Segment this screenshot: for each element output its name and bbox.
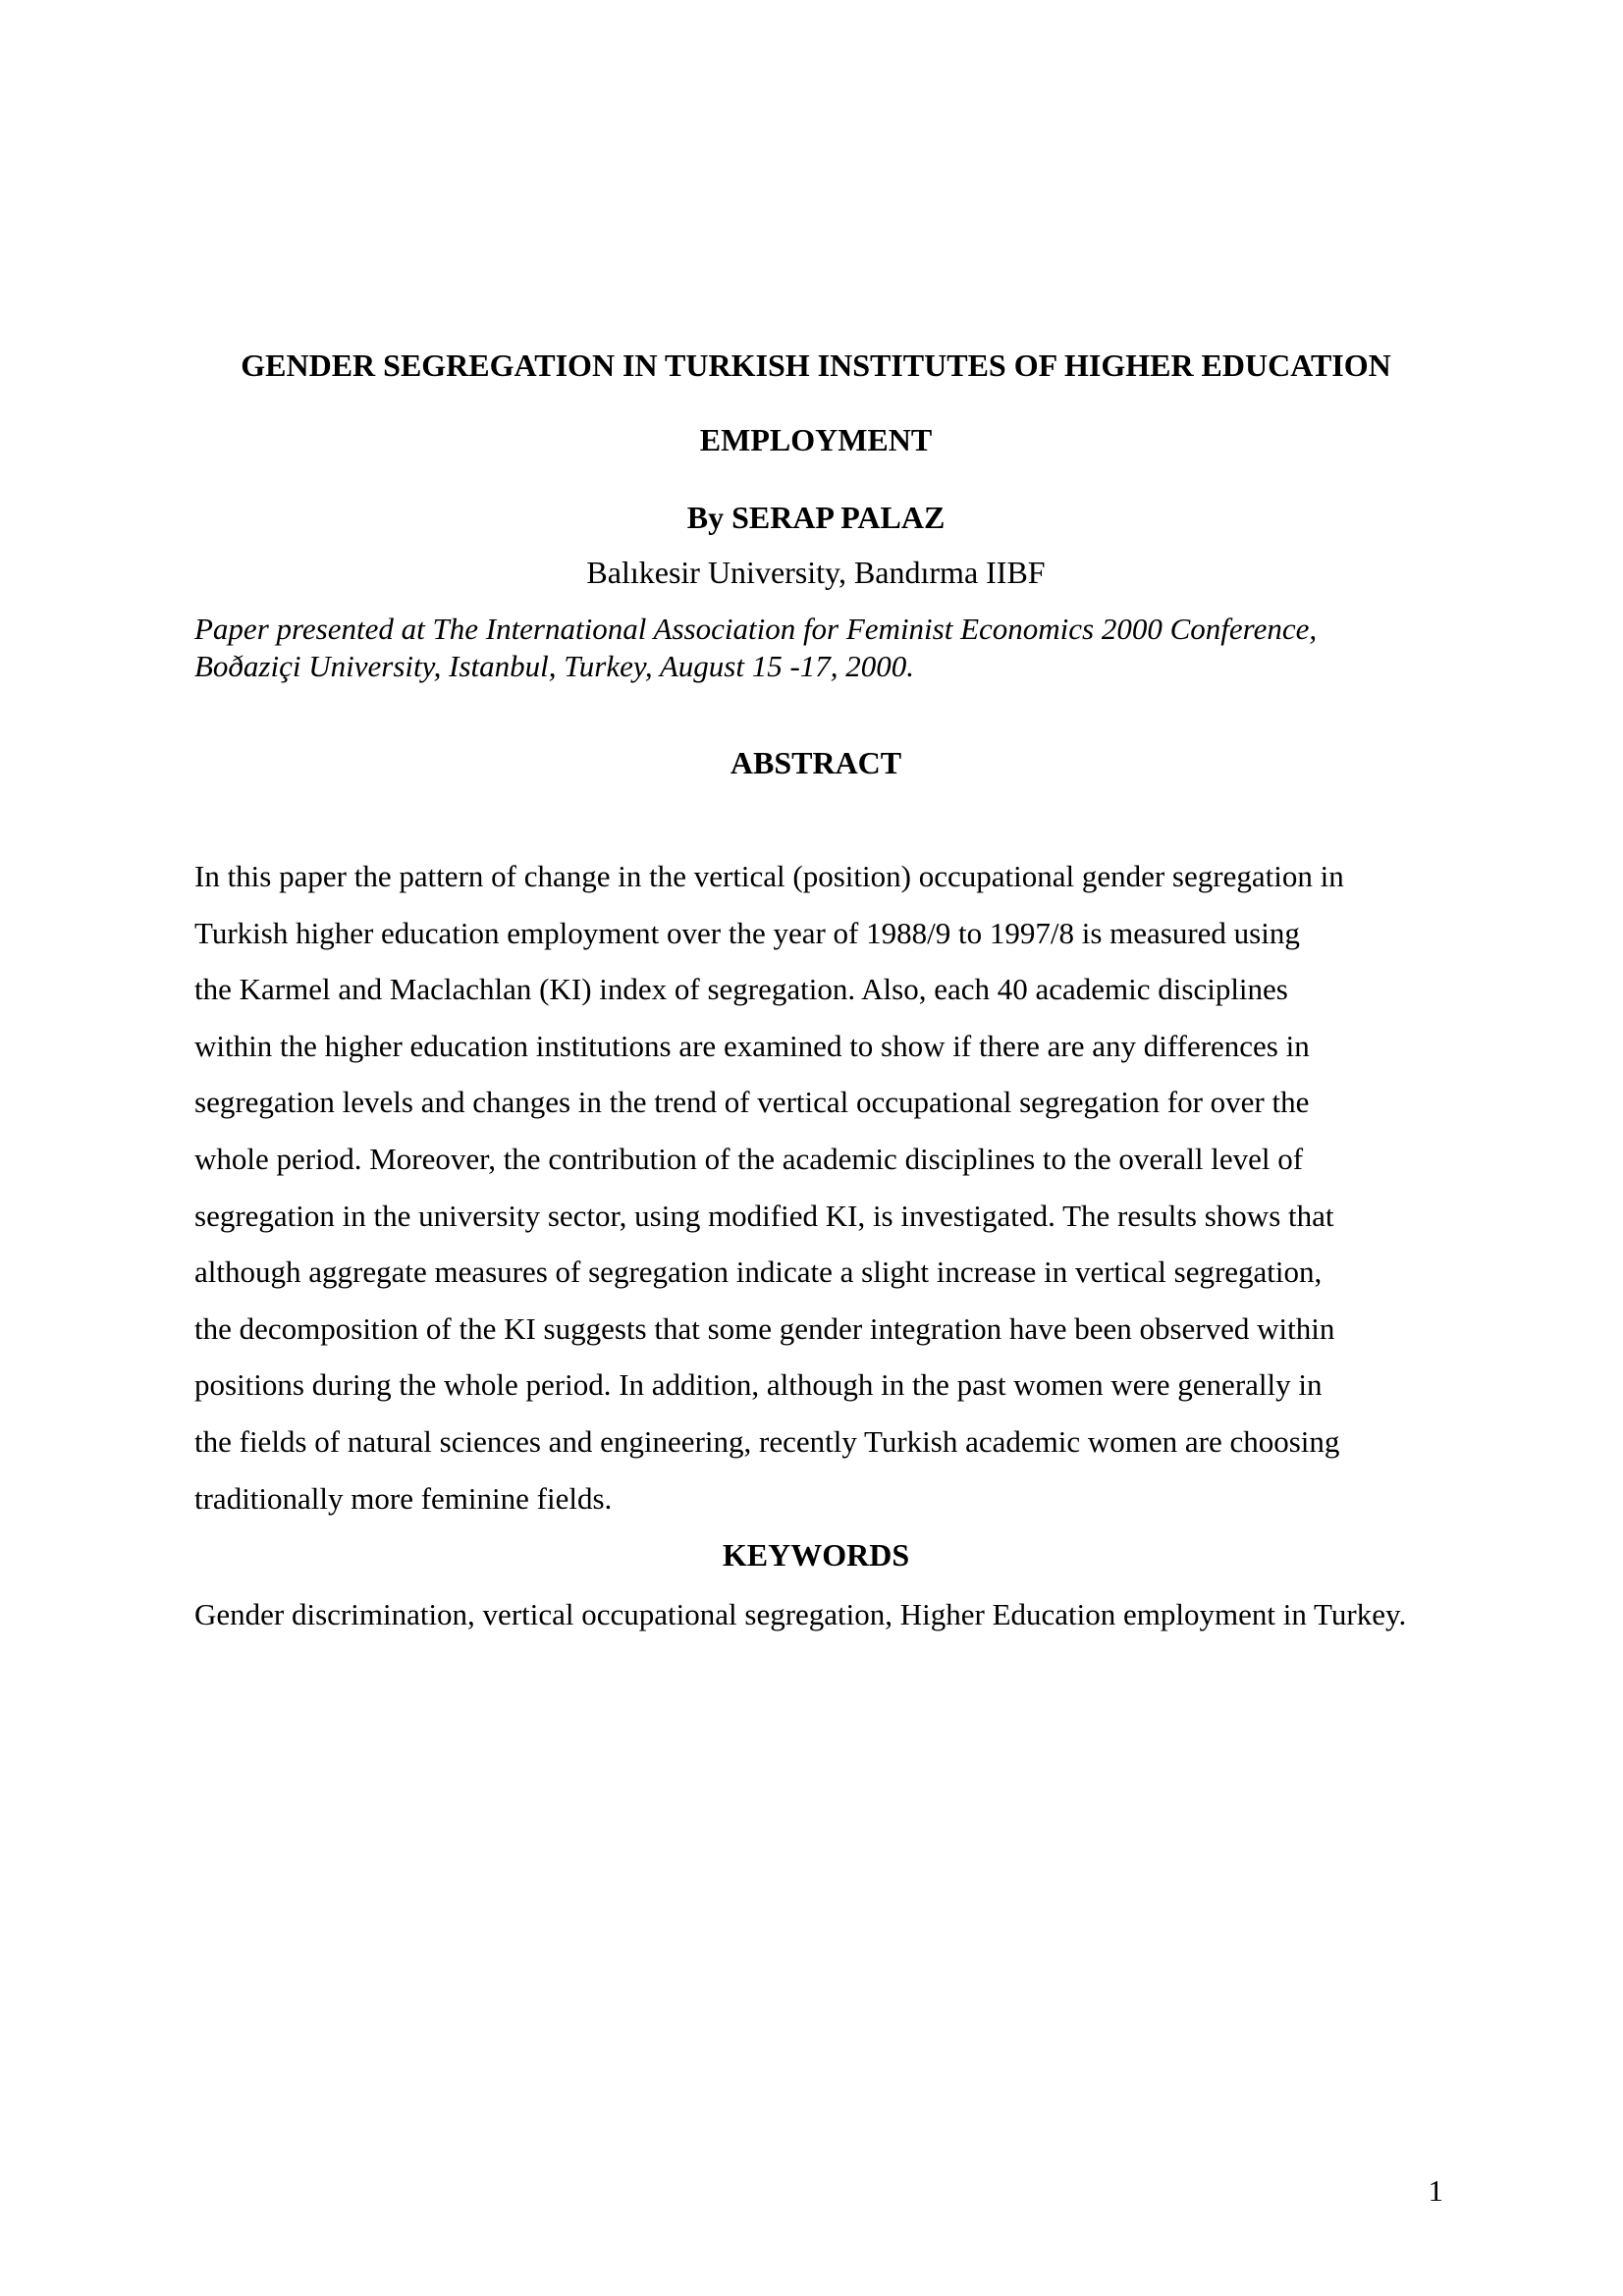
abstract-line: the Karmel and Maclachlan (KI) index of segregation. Also, each 40 academic disciplines bbox=[194, 972, 1288, 1007]
abstract-line: segregation in the university sector, using modified KI, is investigated. The results shows that bbox=[194, 1198, 1334, 1233]
keywords-body: Gender discrimination, vertical occupational segregation, Higher Education employment in Turkey. bbox=[194, 1597, 1407, 1631]
paper-title-line-2: EMPLOYMENT bbox=[699, 422, 933, 457]
abstract-line: positions during the whole period. In addition, although in the past women were generally in bbox=[194, 1367, 1323, 1403]
abstract-line: the decomposition of the KI suggests that some gender integration have been observed within bbox=[194, 1310, 1335, 1346]
abstract-heading: ABSTRACT bbox=[730, 745, 902, 780]
abstract-line: In this paper the pattern of change in the vertical (position) occupational gender segregation in bbox=[194, 859, 1344, 893]
abstract-line: although aggregate measures of segregation indicate a slight increase in vertical segregation, bbox=[194, 1255, 1323, 1290]
keywords-heading: KEYWORDS bbox=[722, 1537, 910, 1573]
paper-title-line-1: GENDER SEGREGATION IN TURKISH INSTITUTES OF HIGHER EDUCATION bbox=[241, 347, 1391, 383]
abstract-line: the fields of natural sciences and engineering, recently Turkish academic women are choosing bbox=[194, 1423, 1340, 1459]
author-affiliation: Balıkesir University, Bandırma IIBF bbox=[586, 555, 1046, 590]
abstract-line: segregation levels and changes in the trend of vertical occupational segregation for over the bbox=[194, 1085, 1310, 1120]
abstract-line: traditionally more feminine fields. bbox=[194, 1480, 613, 1516]
abstract-line: whole period. Moreover, the contribution of the academic disciplines to the overall level of bbox=[194, 1141, 1304, 1176]
abstract-line: within the higher education institutions are examined to show if there are any differences in bbox=[194, 1028, 1310, 1063]
presentation-note bbox=[194, 611, 1441, 685]
presentation-note-line-2: Boðaziçi University, Istanbul, Turkey, August 15 -17, 2000. bbox=[194, 649, 915, 683]
abstract-line: Turkish higher education employment over the year of 1988/9 to 1997/8 is measured using bbox=[194, 915, 1300, 950]
abstract-body bbox=[194, 848, 1441, 1526]
page-number: 1 bbox=[1428, 2173, 1443, 2208]
author-name: By SERAP PALAZ bbox=[686, 500, 946, 535]
presentation-note-line-1: Paper presented at The International Association for Feminist Economics 2000 Conference, bbox=[194, 612, 1318, 646]
